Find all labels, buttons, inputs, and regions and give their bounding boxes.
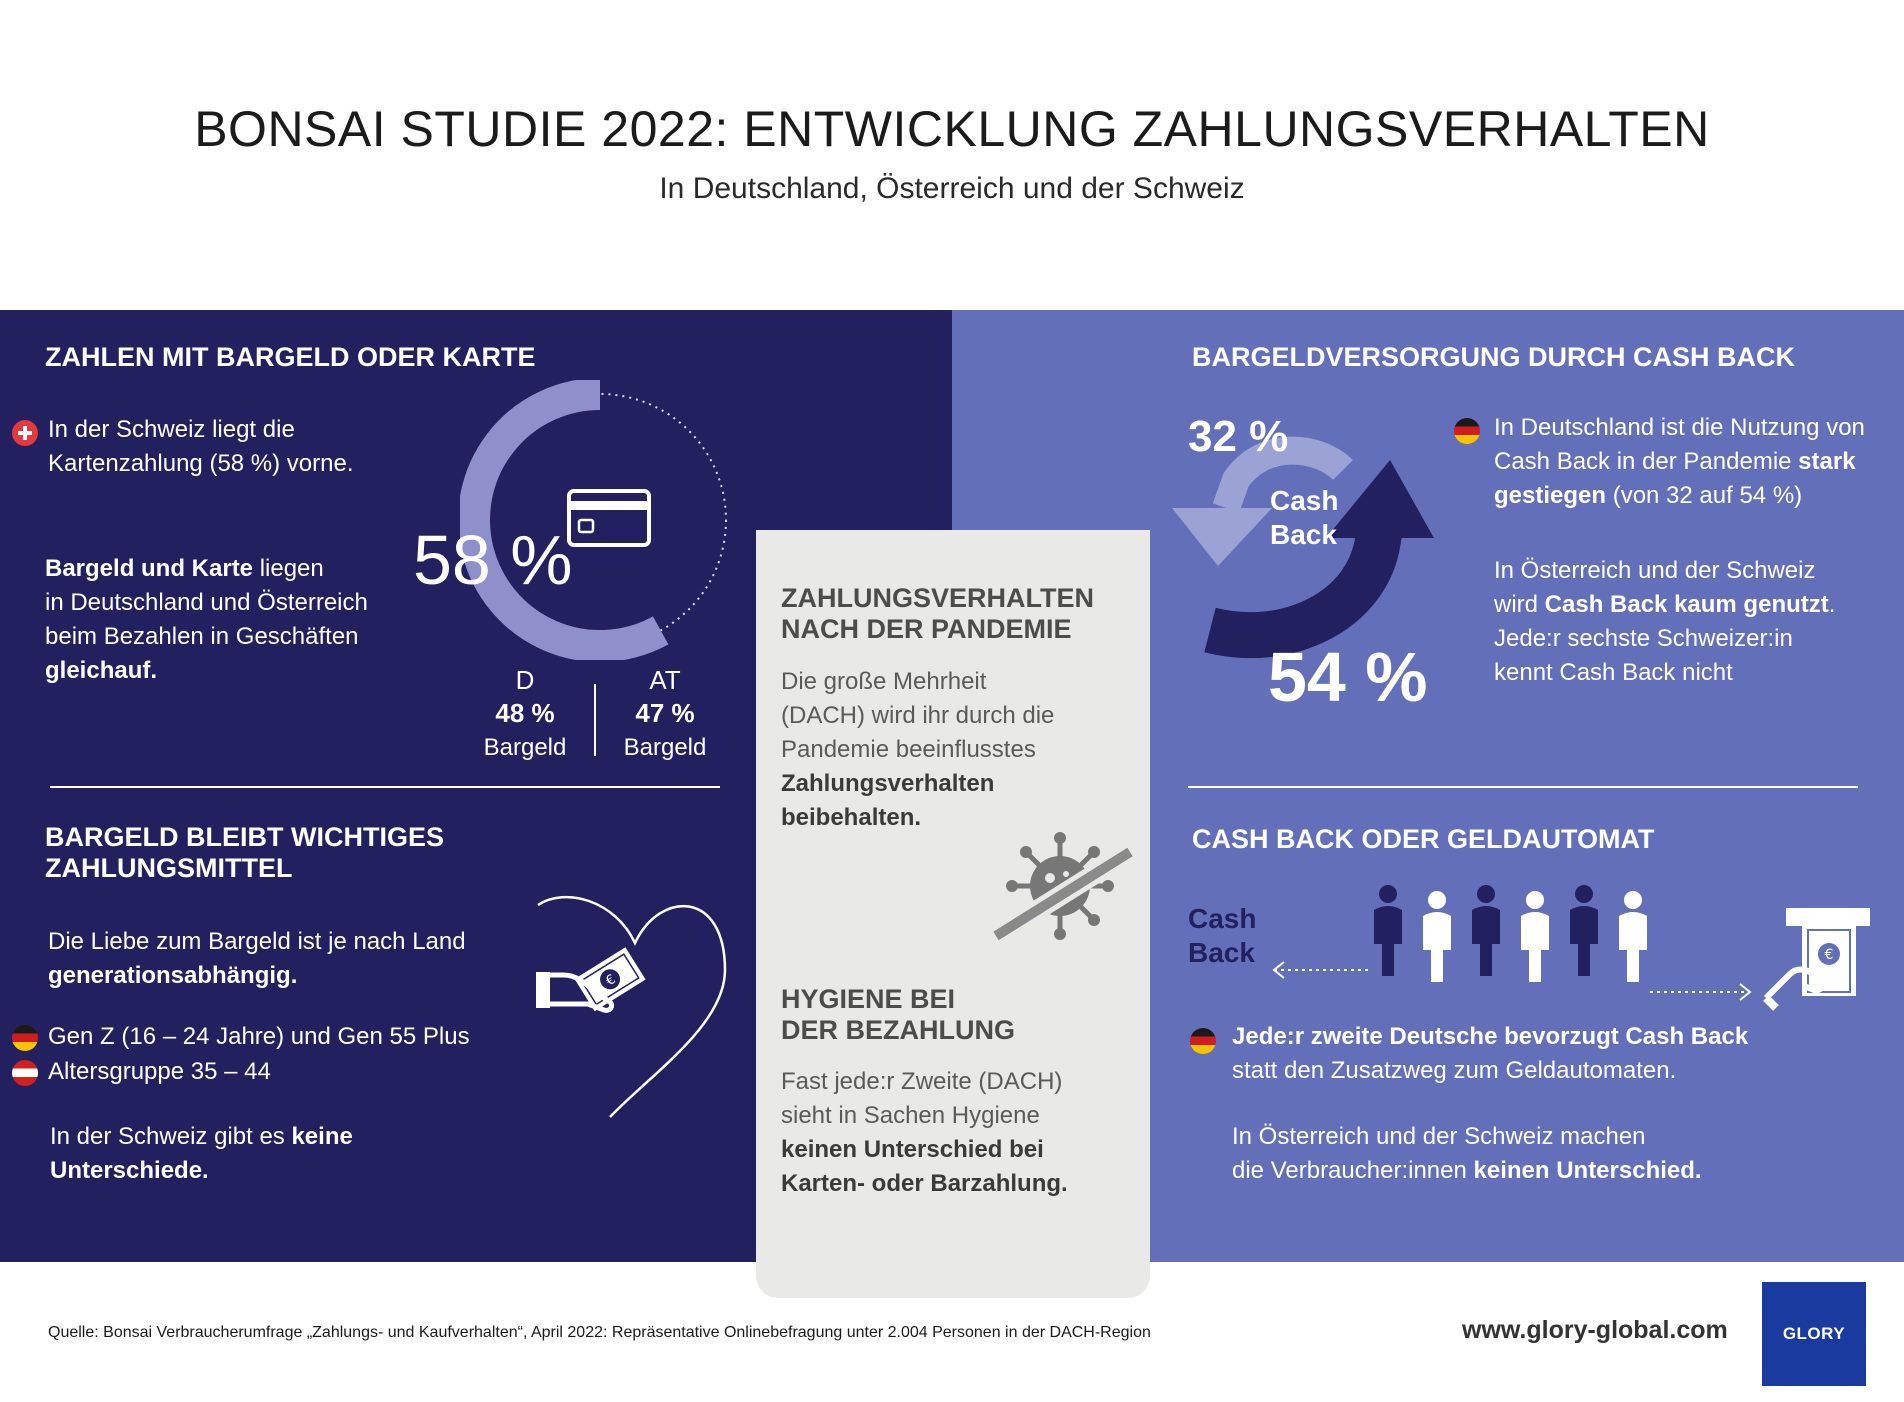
section-divider-left: [50, 786, 720, 788]
section-heading-after-pandemic: ZAHLUNGSVERHALTEN NACH DER PANDEMIE: [781, 583, 1094, 644]
section-heading-cash-back-supply: BARGELDVERSORGUNG DURCH CASH BACK: [1192, 342, 1796, 372]
section-heading-cash-important: BARGELD BLEIBT WICHTIGES ZAHLUNGSMITTEL: [45, 822, 444, 883]
at-age-group-text: Altersgruppe 35 – 44: [48, 1058, 271, 1085]
de-prefers-cash-back-text: Jede:r zweite Deutsche bevorzugt Cash Back statt den Zusatzweg zum Geldautomaten.: [1232, 1023, 1749, 1084]
person-icons: [1374, 885, 1647, 982]
section-heading-cash-back-or-atm: CASH BACK ODER GELDAUTOMAT: [1192, 824, 1655, 854]
cycle-label: Cash Back: [1270, 485, 1339, 550]
website-link[interactable]: www.glory-global.com: [1462, 1316, 1728, 1344]
hand-with-money-icon: [536, 940, 656, 1040]
cash-card-equal-text: Bargeld und Karte liegen in Deutschland und Österreich beim Bezahlen in Geschäften gleichauf.: [45, 555, 368, 684]
source-note: Quelle: Bonsai Verbraucherumfrage „Zahlungs- und Kaufverhalten“, April 2022: Repräsentative Onlinebefragung unter 2.004 Personen in der DACH-Region: [48, 1324, 1151, 1341]
section-divider-right: [1188, 786, 1858, 788]
swiss-flag-icon: [12, 420, 38, 446]
at-cash-stat: AT 47 % Bargeld: [623, 665, 707, 761]
german-flag-icon: [1454, 418, 1480, 444]
virus-crossed-out-icon: [990, 826, 1140, 956]
after-pandemic-text: Die große Mehrheit (DACH) wird ihr durch die Pandemie beeinflusstes Zahlungsverhalten beibehalten.: [781, 668, 1055, 831]
swiss-card-text: In der Schweiz liegt die Kartenzahlung (58 %) vorne.: [48, 416, 354, 477]
de-cash-back-text: In Deutschland ist die Nutzung von Cash Back in der Pandemie stark gestiegen (von 32 auf 54 %): [1494, 414, 1865, 509]
at-ch-cash-back-text: In Österreich und der Schweiz wird Cash Back kaum genutzt. Jede:r sechste Schweizer:in kennt Cash Back nicht: [1494, 557, 1836, 686]
at-ch-no-difference-text: In Österreich und der Schweiz machen die Verbraucher:innen keinen Unterschied.: [1232, 1123, 1702, 1184]
svg-text:€: €: [603, 971, 619, 990]
love-cash-text: Die Liebe zum Bargeld ist je nach Land generationsabhängig.: [48, 928, 466, 989]
austrian-flag-icon: [12, 1060, 38, 1086]
de-cash-stat: D 48 % Bargeld: [483, 665, 567, 761]
cash-back-after-value: 54 %: [1268, 638, 1428, 716]
credit-card-icon: [566, 488, 652, 548]
section-heading-cash-or-card: ZAHLEN MIT BARGELD ODER KARTE: [45, 342, 536, 372]
people-row-icon: [1268, 880, 1668, 1000]
atm-direction-arrow: [1648, 978, 1760, 1008]
glory-logo: GLORY: [1762, 1282, 1866, 1386]
stat-divider: [594, 684, 596, 756]
swiss-no-difference-text: In der Schweiz gibt es keine Unterschiede.: [50, 1123, 353, 1184]
section-heading-hygiene: HYGIENE BEI DER BEZAHLUNG: [781, 984, 1015, 1045]
svg-text:€: €: [1824, 947, 1834, 963]
german-flag-icon: [12, 1025, 38, 1051]
cash-back-before-value: 32 %: [1188, 412, 1289, 461]
atm-cash-withdrawal-icon: [1762, 902, 1882, 1012]
page-subtitle: In Deutschland, Österreich und der Schweiz: [659, 172, 1245, 205]
de-generation-text: Gen Z (16 – 24 Jahre) und Gen 55 Plus: [48, 1023, 470, 1050]
german-flag-icon: [1190, 1028, 1216, 1054]
cash-back-label: Cash Back: [1188, 903, 1257, 968]
card-share-value: 58 %: [413, 521, 573, 599]
page-title: BONSAI STUDIE 2022: ENTWICKLUNG ZAHLUNGSVERHALTEN: [194, 101, 1710, 157]
hygiene-text: Fast jede:r Zweite (DACH) sieht in Sachen Hygiene keinen Unterschied bei Karten- oder Barzahlung.: [781, 1068, 1068, 1197]
